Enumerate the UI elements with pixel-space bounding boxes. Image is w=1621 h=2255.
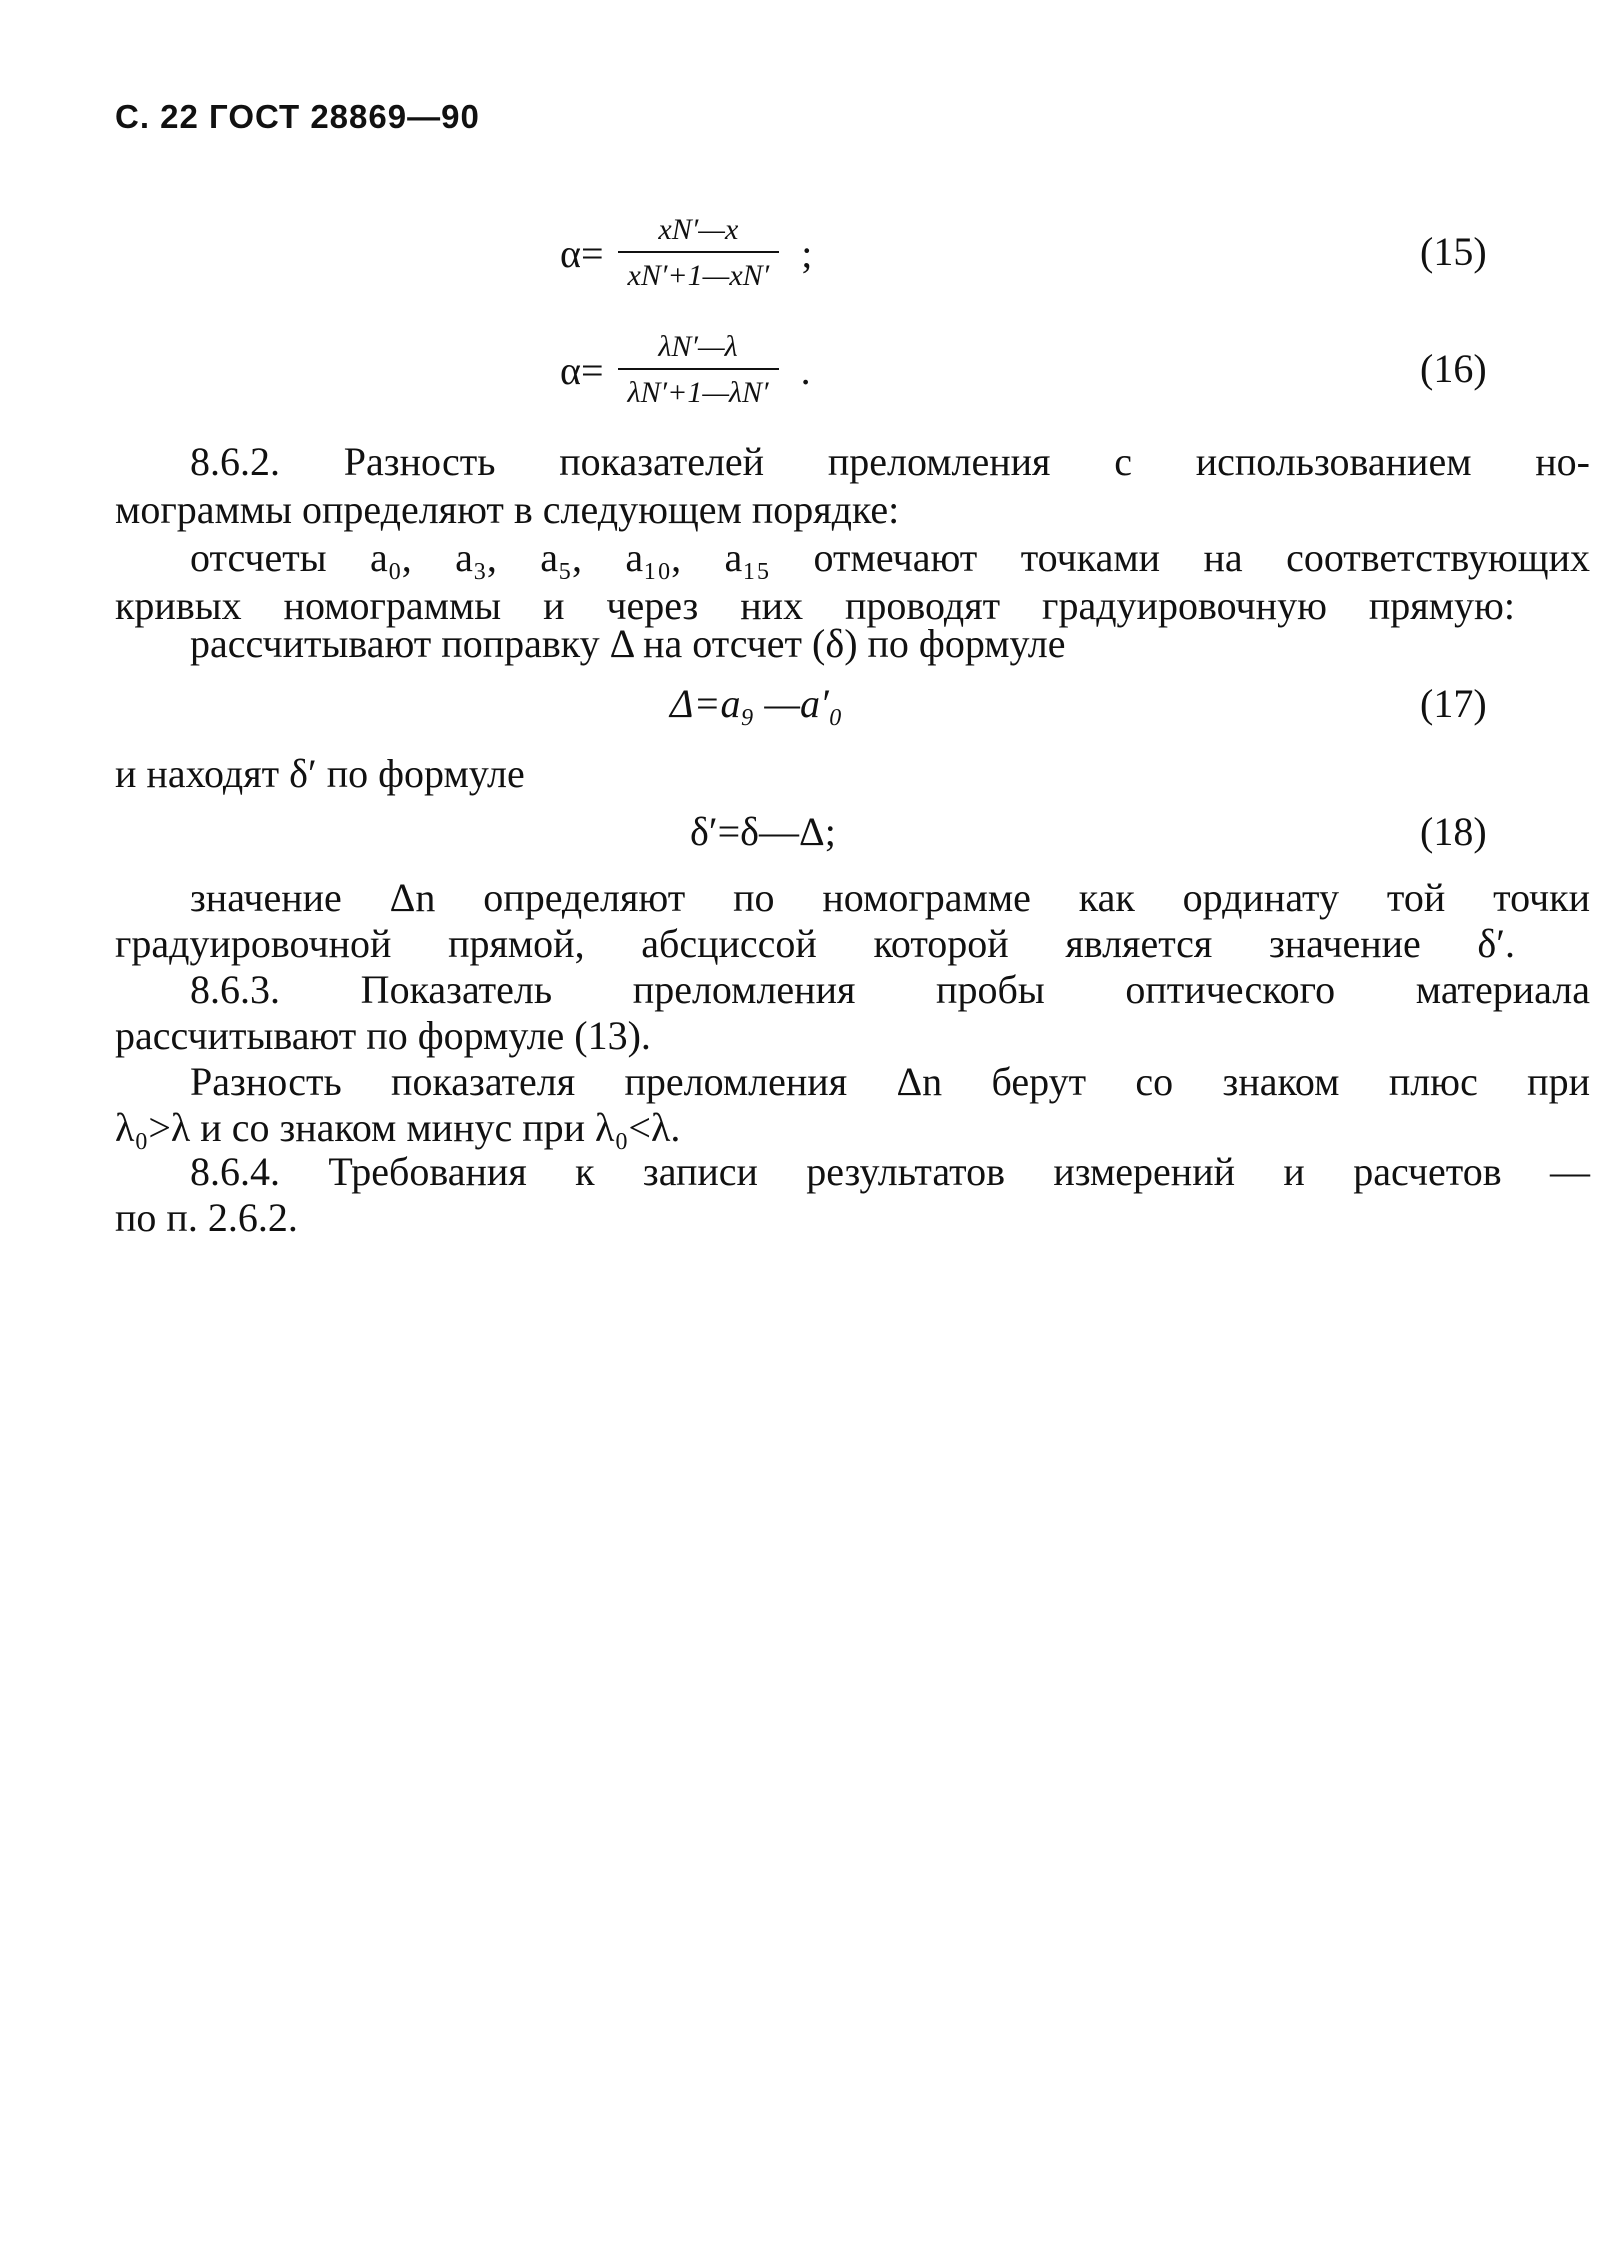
paragraph-line: и находят δ′ по формуле xyxy=(115,751,525,796)
paragraph-line: рассчитывают по формуле (13). xyxy=(115,1013,651,1058)
equation-18: δ′=δ—Δ; xyxy=(690,809,836,854)
fraction-numerator: λN′—λ xyxy=(658,330,738,363)
page-header: С. 22 ГОСТ 28869—90 xyxy=(115,98,480,135)
equation-number: (18) xyxy=(1420,809,1487,854)
equation-15 xyxy=(560,205,812,301)
equation-number: (16) xyxy=(1420,346,1487,391)
fraction-denominator: λN′+1—λN′ xyxy=(618,368,779,410)
paragraph-line: 8.6.2. Разность показателей преломления с использованием но- xyxy=(190,439,1590,484)
paragraph-line: 8.6.3. Показатель преломления пробы оптического материала xyxy=(190,967,1590,1012)
fraction xyxy=(618,330,779,410)
paragraph-line: λ₀>λ и со знаком минус при λ₀<λ. xyxy=(115,1105,681,1150)
paragraph-line: кривых номограммы и через них проводят градуировочную прямую: xyxy=(115,583,1515,628)
equation-number: (15) xyxy=(1420,229,1487,274)
paragraph-line: Разность показателя преломления Δn берут со знаком плюс при xyxy=(190,1059,1590,1104)
equation-punctuation: . xyxy=(800,347,811,393)
equation-number: (17) xyxy=(1420,681,1487,726)
equation-17: Δ=a₉ —a′₀ xyxy=(670,681,843,726)
fraction xyxy=(618,213,780,293)
paragraph-line: отсчеты a₀, a₃, a₅, a₁₀, a₁₅ отмечают точками на соответствующих xyxy=(190,535,1590,580)
paragraph-line: значение Δn определяют по номограмме как ординату той точки xyxy=(190,875,1590,920)
equation-16 xyxy=(560,322,811,418)
equation-lhs: α= xyxy=(560,230,604,276)
fraction-numerator: xN′—x xyxy=(658,213,739,246)
equation-lhs: α= xyxy=(560,347,604,393)
paragraph-line: градуировочной прямой, абсциссой которой является значение δ′. xyxy=(115,921,1515,966)
fraction-denominator: xN′+1—xN′ xyxy=(618,251,780,293)
paragraph-line: по п. 2.6.2. xyxy=(115,1195,298,1240)
paragraph-line: рассчитывают поправку Δ на отсчет (δ) по формуле xyxy=(190,621,1066,666)
equation-punctuation: ; xyxy=(801,230,813,276)
paragraph-line: мограммы определяют в следующем порядке: xyxy=(115,487,900,532)
paragraph-line: 8.6.4. Требования к записи результатов измерений и расчетов — xyxy=(190,1149,1590,1194)
